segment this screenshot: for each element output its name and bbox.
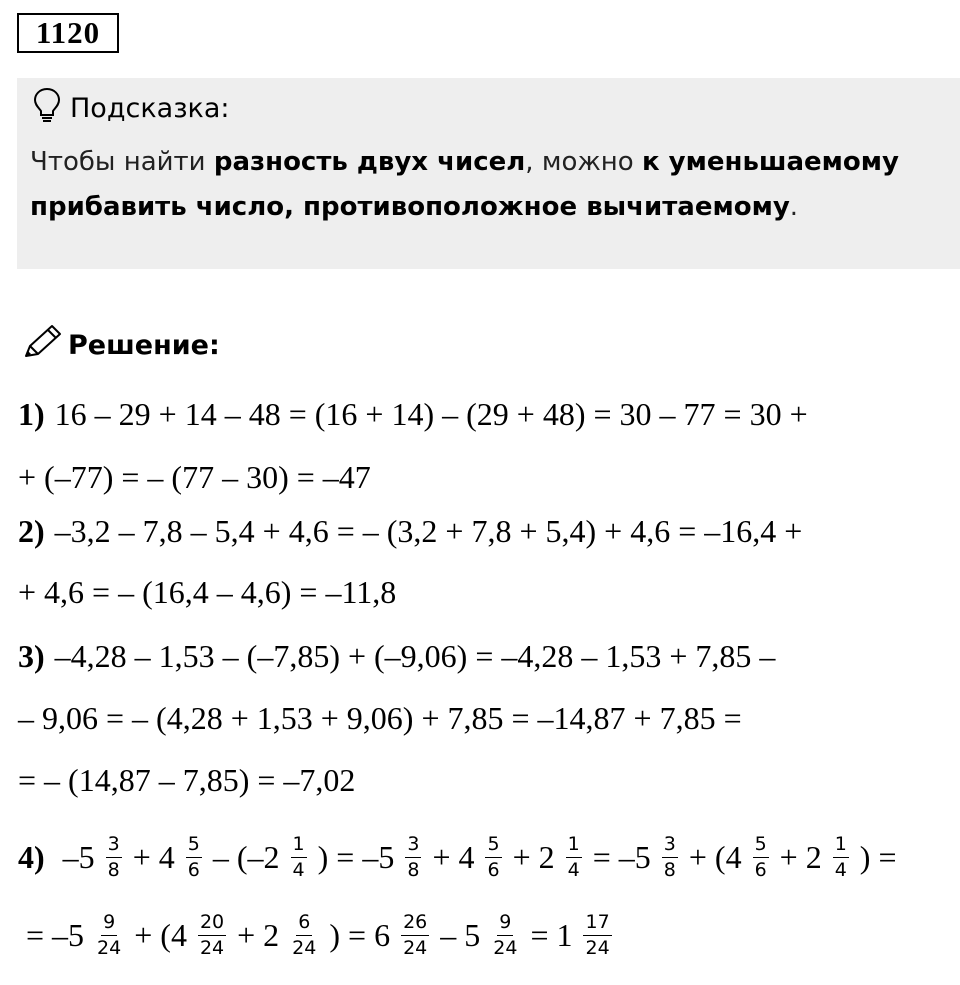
math-text: – (–2 [204, 838, 288, 875]
part-3-number: 3) [18, 637, 45, 674]
fraction [491, 910, 519, 959]
fraction [833, 832, 849, 881]
part-1-expr-1: 16 – 29 + 14 – 48 = (16 + 14) – (29 + 48) = 30 – 77 = 30 + [54, 395, 808, 432]
hint-box [17, 78, 960, 269]
part-3-expr-3: = – (14,87 – 7,85) = –7,02 [18, 761, 356, 798]
solution-title [20, 322, 220, 368]
fraction-numerator: 1 [833, 835, 849, 858]
part-1-line-1 [18, 392, 808, 436]
part-1-expr-2: + (–77) = – (77 – 30) = –47 [18, 458, 371, 495]
part-3-line-1 [18, 634, 775, 678]
fraction-numerator: 3 [662, 835, 678, 858]
part-2-expr-1: –3,2 – 7,8 – 5,4 + 4,6 = – (3,2 + 7,8 + 5,4) + 4,6 = –16,4 + [54, 512, 803, 549]
part-2-line-1 [18, 509, 802, 553]
fraction-numerator: 5 [485, 835, 501, 858]
math-text: + 4 [424, 838, 483, 875]
math-text: – 5 [432, 916, 489, 953]
part-4-expr-2 [18, 910, 615, 959]
math-text: = –5 [584, 838, 659, 875]
math-text: + (4 [680, 838, 750, 875]
part-2-number: 2) [18, 512, 45, 549]
part-3-line-3 [18, 758, 355, 802]
fraction-denominator: 6 [487, 858, 500, 881]
fraction-numerator: 5 [753, 835, 769, 858]
part-1-number: 1) [18, 395, 45, 432]
fraction-denominator: 8 [107, 858, 120, 881]
math-text: ) = [851, 838, 905, 875]
math-text: + (4 [126, 916, 195, 953]
part-4-line-2 [18, 904, 615, 966]
math-text: + 2 [504, 838, 563, 875]
hint-text-segment: прибавить число, противоположное вычитаемому [30, 192, 790, 222]
fraction-denominator: 24 [493, 936, 518, 959]
hint-text-segment: Чтобы найти [30, 147, 214, 177]
solution-title-text: Решение: [68, 329, 220, 361]
fraction-numerator: 9 [101, 913, 117, 936]
fraction-denominator: 4 [292, 858, 305, 881]
part-3-expr-2: – 9,06 = – (4,28 + 1,53 + 9,06) + 7,85 = –14,87 + 7,85 = [18, 699, 742, 736]
fraction-denominator: 6 [754, 858, 767, 881]
fraction-denominator: 6 [187, 858, 200, 881]
fraction-numerator: 9 [497, 913, 513, 936]
fraction-denominator: 4 [834, 858, 847, 881]
math-text: + 2 [229, 916, 288, 953]
part-1-line-2 [18, 455, 371, 499]
fraction-numerator: 3 [405, 835, 421, 858]
hint-text [30, 140, 950, 230]
task-number: 1120 [17, 13, 119, 53]
fraction-numerator: 6 [296, 913, 312, 936]
hint-title [32, 90, 230, 126]
fraction [566, 832, 582, 881]
math-text: + 4 [124, 838, 183, 875]
hint-title-text: Подсказка: [70, 92, 230, 124]
fraction [95, 910, 123, 959]
fraction-numerator: 1 [566, 835, 582, 858]
fraction [405, 832, 421, 881]
fraction-denominator: 24 [292, 936, 317, 959]
fraction-denominator: 4 [567, 858, 580, 881]
fraction-denominator: 24 [585, 936, 610, 959]
hint-line-2 [30, 185, 950, 230]
pencil-icon [20, 322, 68, 369]
fraction [662, 832, 678, 881]
fraction [290, 910, 318, 959]
fraction-denominator: 24 [403, 936, 428, 959]
part-4-line-1 [18, 826, 905, 888]
hint-text-segment: , можно [525, 147, 642, 177]
part-3-expr-1: –4,28 – 1,53 – (–7,85) + (–9,06) = –4,28 – 1,53 + 7,85 – [54, 637, 776, 674]
hint-text-segment: . [789, 192, 799, 222]
part-3-line-2 [18, 696, 742, 740]
fraction-denominator: 8 [663, 858, 676, 881]
fraction [401, 910, 429, 959]
fraction-numerator: 1 [291, 835, 307, 858]
fraction-numerator: 5 [186, 835, 202, 858]
fraction [106, 832, 122, 881]
hint-text-segment: к уменьшаемому [641, 147, 899, 177]
math-text: ) = –5 [309, 838, 403, 875]
fraction [198, 910, 226, 959]
math-text: = –5 [18, 916, 93, 953]
fraction-denominator: 24 [97, 936, 122, 959]
fraction-denominator: 24 [199, 936, 225, 959]
fraction-numerator: 3 [106, 835, 122, 858]
fraction-numerator: 20 [198, 913, 226, 936]
fraction-denominator: 8 [407, 858, 420, 881]
fraction [583, 910, 611, 959]
part-2-expr-2: + 4,6 = – (16,4 – 4,6) = –11,8 [18, 573, 397, 610]
hint-text-segment: разность двух чисел [213, 147, 526, 177]
hint-line-1 [30, 140, 950, 185]
fraction [186, 832, 202, 881]
fraction [291, 832, 307, 881]
part-4-expr-1 [54, 832, 905, 881]
fraction [753, 832, 769, 881]
math-text: + 2 [771, 838, 830, 875]
fraction [485, 832, 501, 881]
fraction-numerator: 17 [583, 913, 611, 936]
math-text: –5 [54, 838, 103, 875]
math-text: ) = 6 [321, 916, 399, 953]
lightbulb-icon [32, 86, 70, 131]
fraction-numerator: 26 [401, 913, 429, 936]
part-2-line-2 [18, 570, 396, 614]
part-4-number: 4) [18, 838, 45, 875]
math-text: = 1 [522, 916, 581, 953]
